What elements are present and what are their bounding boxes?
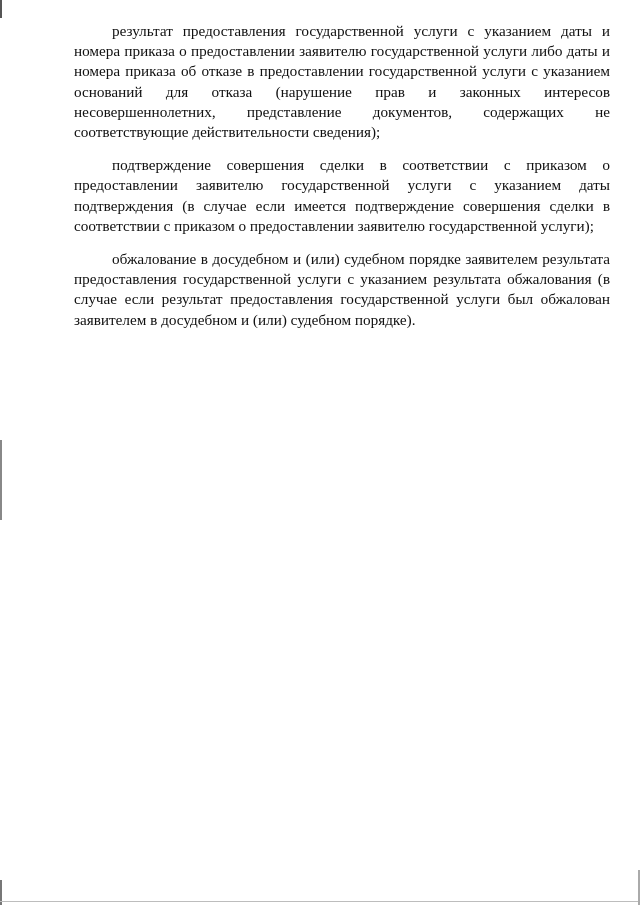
scan-left-edge	[0, 0, 2, 905]
paragraph-appeal: обжалование в досудебном и (или) судебном порядке заявителем результата предоставления государственной услуги с указанием результата обжалования (в случае если результат предоставления государственной услуги был обжалован заявителем в досудебном и (или) судебном порядке).	[74, 251, 610, 329]
paragraph-confirmation: подтверждение совершения сделки в соответствии с приказом о предоставлении заявителю государственной услуги с указанием даты подтверждения (в случае если имеется подтверждение совершения сделки в соответствии с приказом о предоставлении заявителю государственной услуги);	[74, 157, 610, 235]
paragraph-result: результат предоставления государственной услуги с указанием даты и номера приказа о предоставлении заявителю государственной услуги либо даты и номера приказа об отказе в предоставлении государственной услуги с указанием оснований для отказа (нарушение прав и законных интересов несовершеннолетних, представление документов, содержащих не соответствующие действительности сведения);	[74, 23, 610, 142]
document-body	[74, 22, 610, 344]
scan-bottom-edge	[0, 901, 640, 902]
